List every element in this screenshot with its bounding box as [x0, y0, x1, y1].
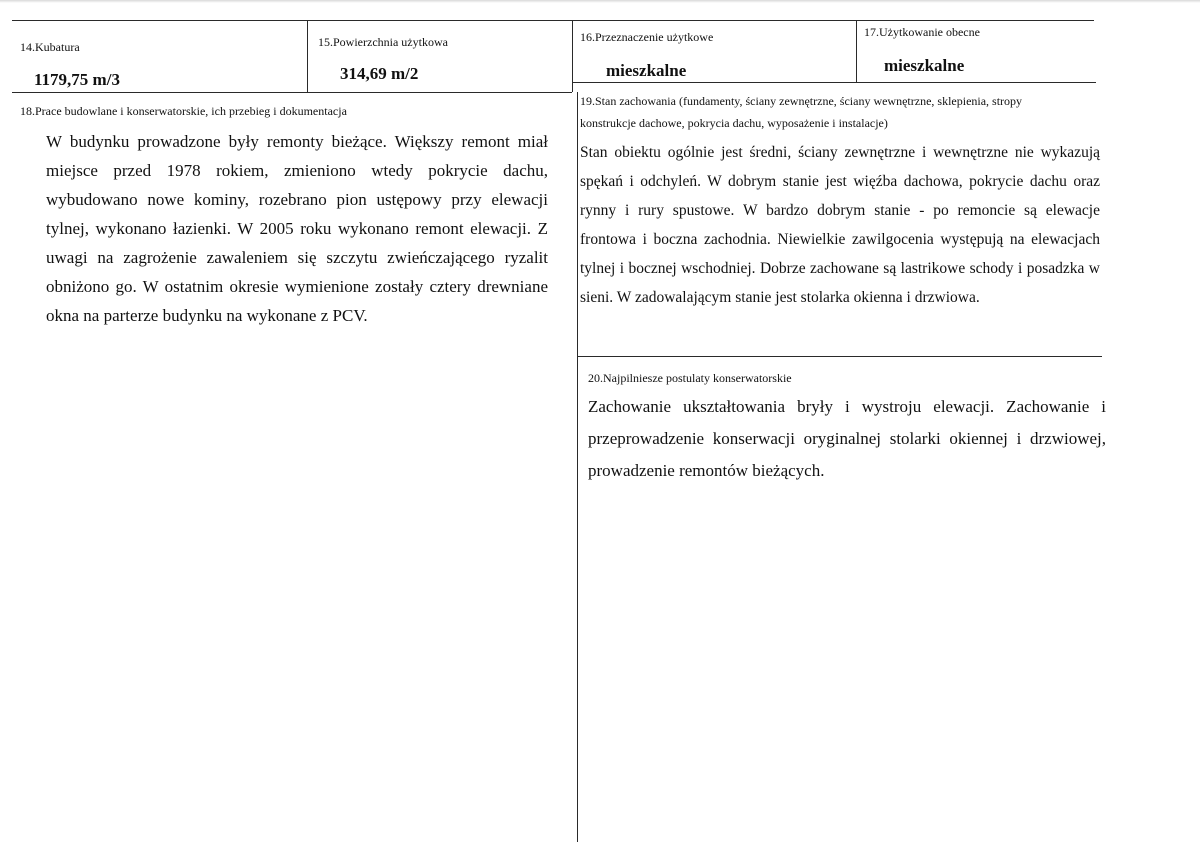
uzytkowanie-value: mieszkalne	[884, 56, 965, 75]
divider-14-15	[307, 20, 308, 92]
divider-18-19	[577, 92, 578, 842]
przeznaczenie-value: mieszkalne	[606, 61, 687, 80]
uzytkowanie-label: 17.Użytkowanie obecne	[864, 25, 980, 39]
divider-19-20	[578, 356, 1102, 357]
section-18-label: 18.Prace budowlane i konserwatorskie, ich przebieg i dokumentacja	[20, 104, 347, 118]
top-border-line	[12, 20, 1094, 21]
scan-edge	[0, 0, 1200, 3]
section-19-label-line1: 19.Stan zachowania (fundamenty, ściany zewnętrzne, ściany wewnętrzne, sklepienia, stropy	[580, 94, 1023, 108]
przeznaczenie-label: 16.Przeznaczenie użytkowe	[580, 30, 714, 44]
header-row-bottom-line	[12, 92, 572, 93]
header-row-bottom-line-right	[572, 82, 1096, 83]
powierzchnia-label: 15.Powierzchnia użytkowa	[318, 35, 448, 49]
section-19-text: Stan obiektu ogólnie jest średni, ściany zewnętrzne i wewnętrzne nie wykazują spękań i odchyleń. W dobrym stanie jest więźba dachowa, pokrycie dachu oraz rynny i rury spustowe. W bardzo dobrym stanie - po remoncie są elewacje frontowa i boczna zachodnia. Niewielkie zawilgocenia występują na elewacjach tylnej i bocznej wschodniej. Dobrze zachowane są lastrikowe schody i posadzka w sieni. W zadowalającym stanie jest stolarka okienna i drzwiowa.	[580, 144, 1100, 306]
section-20-text: Zachowanie ukształtowania bryły i wystroju elewacji. Zachowanie i przeprowadzenie konserwacji oryginalnej stolarki okiennej i drzwiowej, prowadzenie remontów bieżących.	[588, 397, 1106, 480]
kubatura-label: 14.Kubatura	[20, 40, 80, 54]
divider-15-16	[572, 20, 573, 92]
powierzchnia-value: 314,69 m/2	[340, 64, 419, 83]
section-18-text: W budynku prowadzone były remonty bieżące. Większy remont miał miejsce przed 1978 rokiem, zmieniono wtedy pokrycie dachu, wybudowano nowe kominy, rozebrano pion ustępowy przy elewacji tylnej, wykonano łazienki. W 2005 roku wykonano remont elewacji. Z uwagi na zagrożenie zawaleniem się szczytu zwieńczającego ryzalit obniżono go. W ostatnim okresie wymienione zostały cztery drewniane okna na parterze budynku na wykonane z PCV.	[46, 132, 548, 325]
section-20-label: 20.Najpilniesze postulaty konserwatorskie	[588, 371, 792, 385]
divider-16-17	[856, 20, 857, 82]
kubatura-value: 1179,75 m/3	[34, 70, 120, 89]
section-19-label-line2: konstrukcje dachowe, pokrycia dachu, wyposażenie i instalacje)	[580, 116, 888, 130]
